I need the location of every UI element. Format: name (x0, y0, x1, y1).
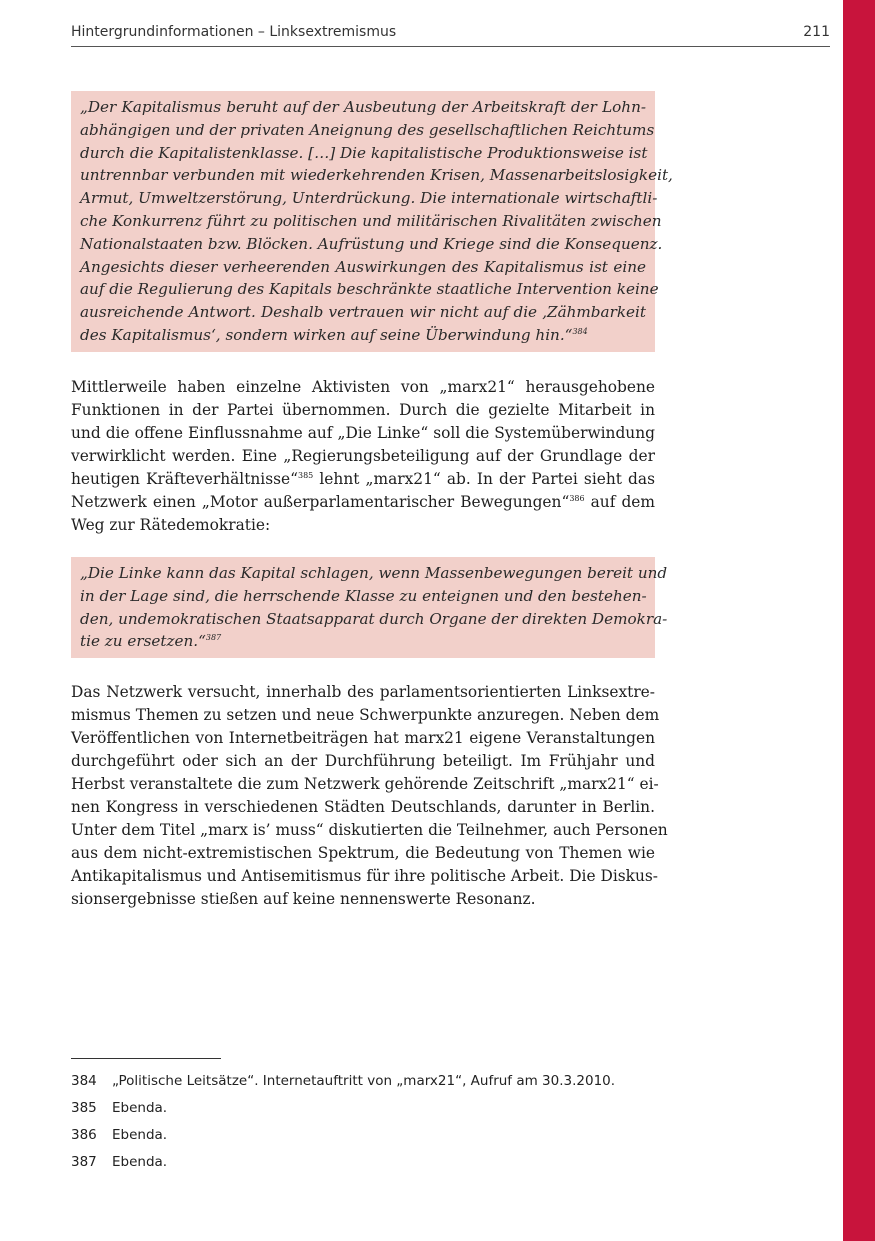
footnote-number: 386 (71, 1127, 97, 1143)
footnote-number: 384 (71, 1073, 97, 1089)
text-segment: lehnt „marx21“ ab. In der Partei sieht das (313, 470, 655, 488)
quote-block-2 (71, 557, 668, 658)
quote-line: Armut, Umweltzerstörung, Unterdrückung. Die internationale wirtschaftli- (80, 189, 658, 208)
footnote-384 (71, 1073, 615, 1089)
text-line: Das Netzwerk versucht, innerhalb des parlamentsorientierten Linksextre- (71, 683, 655, 701)
text-line: und die offene Einflussnahme auf „Die Linke“ soll die Systemüberwindung (71, 424, 655, 442)
text-line (71, 491, 655, 514)
footnote-divider (71, 1058, 221, 1059)
page-number: 211 (803, 24, 830, 40)
footnote-387 (71, 1154, 167, 1170)
header-title: Hintergrundinformationen – Linksextremismus (71, 24, 397, 40)
text-line: verwirklicht werden. Eine „Regierungsbeteiligung auf der Grundlage der (71, 447, 655, 465)
footnote-ref-387[interactable]: 387 (205, 633, 222, 643)
quote-line-text: des Kapitalismus‘, sondern wirken auf seine Überwindung hin.“ (80, 325, 573, 344)
quote-line: auf die Regulierung des Kapitals beschränkte staatliche Intervention keine (80, 280, 659, 299)
quote-line: Angesichts dieser verheerenden Auswirkungen des Kapitalismus ist eine (80, 257, 646, 276)
footnote-385 (71, 1100, 167, 1116)
page-header (71, 24, 830, 47)
quote-line: che Konkurrenz führt zu politischen und militärischen Rivalitäten zwischen (80, 211, 662, 230)
text-line (71, 468, 655, 491)
quote-line: den, undemokratischen Staatsapparat durch Organe der direkten Demokra- (80, 609, 668, 628)
quote-line-text: tie zu ersetzen.“ (80, 632, 206, 651)
footnote-text: Ebenda. (112, 1127, 168, 1143)
body-paragraph-1 (71, 376, 655, 537)
quote-line: „Die Linke kann das Kapital schlagen, wenn Massenbewegungen bereit und (80, 564, 668, 582)
text-line: nen Kongress in verschiedenen Städten Deutschlands, darunter in Berlin. (71, 798, 655, 816)
text-line: aus dem nicht-extremistischen Spektrum, die Bedeutung von Themen wie (71, 844, 655, 862)
footnote-ref-385[interactable]: 385 (298, 471, 314, 480)
quote-line: in der Lage sind, die herrschende Klasse zu enteignen und den bestehen- (80, 586, 647, 605)
text-segment: Netzwerk einen „Motor außerparlamentarischer Bewegungen“ (71, 493, 570, 511)
text-line: Antikapitalismus und Antisemitismus für ihre politische Arbeit. Die Diskus- (71, 867, 658, 885)
quote-block-1 (71, 91, 673, 352)
footnote-number: 387 (71, 1154, 97, 1170)
footnote-386 (71, 1127, 167, 1143)
quote-line: untrennbar verbunden mit wiederkehrenden Krisen, Massenarbeitslosigkeit, (80, 166, 673, 185)
text-line: mismus Themen zu setzen und neue Schwerpunkte anzuregen. Neben dem (71, 706, 660, 724)
text-line: sionsergebnisse stießen auf keine nennenswerte Resonanz. (71, 890, 536, 908)
footnote-text: Ebenda. (112, 1154, 168, 1170)
text-segment: heutigen Kräfteverhältnisse“ (71, 470, 298, 488)
quote-line (80, 324, 646, 347)
quote-line (80, 630, 646, 653)
footnote-ref-386[interactable]: 386 (569, 494, 585, 503)
footnote-text: „Politische Leitsätze“. Internetauftritt von „marx21“, Aufruf am 30.3.2010. (112, 1073, 616, 1089)
footnote-number: 385 (71, 1100, 97, 1116)
quote-line: durch die Kapitalistenklasse. […] Die kapitalistische Produktionsweise ist (80, 143, 648, 162)
text-line: Weg zur Rätedemokratie: (71, 516, 271, 534)
footnote-ref-384[interactable]: 384 (572, 326, 588, 336)
footnote-text: Ebenda. (112, 1100, 168, 1116)
quote-line: ausreichende Antwort. Deshalb vertrauen wir nicht auf die ‚Zähmbarkeit (80, 303, 646, 322)
quote-line: „Der Kapitalismus beruht auf der Ausbeutung der Arbeitskraft der Lohn- (80, 98, 646, 116)
text-line: Herbst veranstaltete die zum Netzwerk gehörende Zeitschrift „marx21“ ei- (71, 775, 659, 793)
text-line: durchgeführt oder sich an der Durchführung beteiligt. Im Frühjahr und (71, 752, 655, 770)
quote-line: abhängigen und der privaten Aneignung des gesellschaftlichen Reichtums (80, 120, 655, 139)
quote-line: Nationalstaaten bzw. Blöcken. Aufrüstung und Kriege sind die Konsequenz. (80, 234, 663, 253)
text-line: Veröffentlichen von Internetbeiträgen hat marx21 eigene Veranstaltungen (71, 729, 655, 747)
text-line: Unter dem Titel „marx is’ muss“ diskutierten die Teilnehmer, auch Personen (71, 821, 668, 839)
text-segment: auf dem (584, 493, 655, 511)
text-line: Mittlerweile haben einzelne Aktivisten von „marx21“ herausgehobene (71, 378, 655, 396)
text-line: Funktionen in der Partei übernommen. Durch die gezielte Mitarbeit in (71, 401, 655, 419)
body-paragraph-2 (71, 681, 668, 911)
side-accent-bar (843, 0, 875, 1241)
